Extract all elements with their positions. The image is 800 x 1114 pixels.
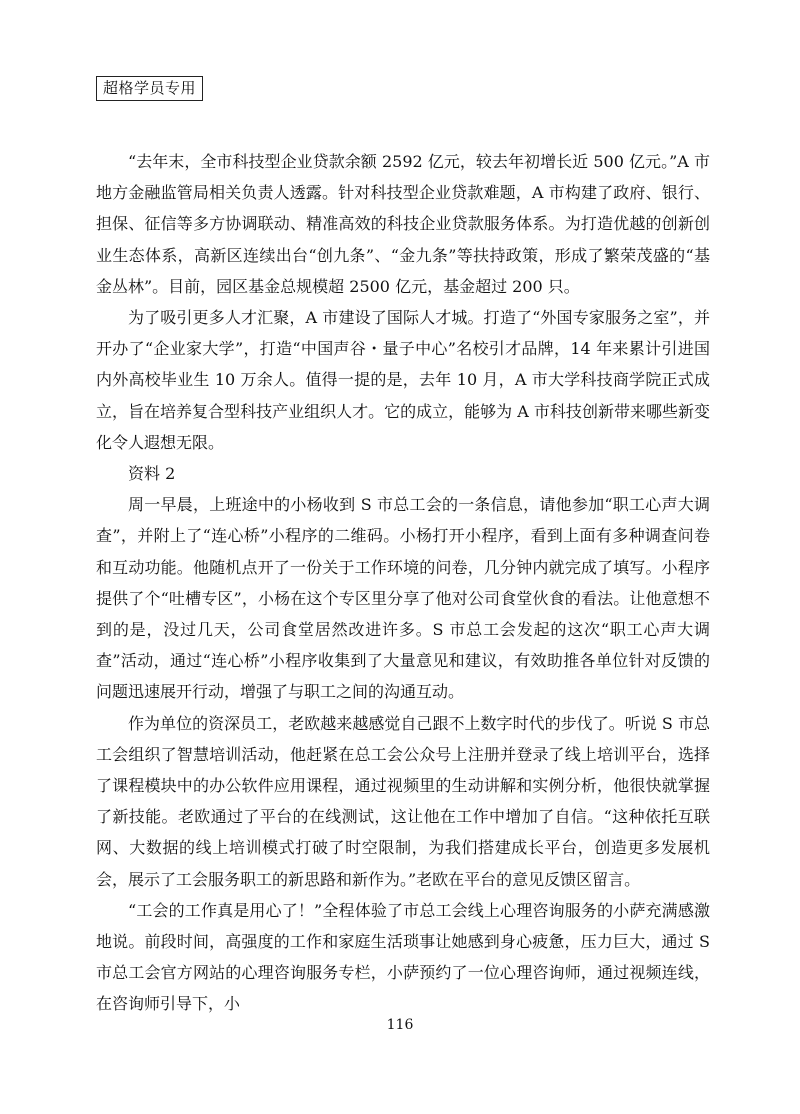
paragraph-2: 为了吸引更多人才汇聚，A 市建设了国际人才城。打造了“外国专家服务之室”，并开办了“企业家大学”，打造“中国声谷・量子中心”名校引才品牌，14 年来累计引进国内外高校毕业生 10 万余人。值得一提的是，去年 10 月，A 市大学科技商学院正式成立，旨在培养复合型科技产业组织人才。它的成立，能够为 A 市科技创新带来哪些新变化令人遐想无限。 [96,308,710,452]
section-title: 资料 2 [128,464,176,484]
paragraph-1: “去年末，全市科技型企业贷款余额 2592 亿元，较去年初增长近 500 亿元。”A 市地方金融监管局相关负责人透露。针对科技型企业贷款难题，A 市构建了政府、银行、担保、征信等多方协调联动、精准高效的科技企业贷款服务体系。为打造优越的创新创业生态体系，高新区连续出台“创九条”、“金九条”等扶持政策，形成了繁荣茂盛的“基金丛林”。目前，园区基金总规模超 2500 亿元，基金超过 200 只。 [96,152,710,296]
paragraph-5: “工会的工作真是用心了！”全程体验了市总工会线上心理咨询服务的小萨充满感激地说。前段时间，高强度的工作和家庭生活琐事让她感到身心疲惫，压力巨大，通过 S 市总工会官方网站的心理咨询服务专栏，小萨预约了一位心理咨询师，通过视频连线，在咨询师引导下，小 [96,900,710,1014]
header-label: 超格学员专用 [103,79,197,97]
page-number: 116 [386,1017,414,1033]
paragraph-3: 周一早晨，上班途中的小杨收到 S 市总工会的一条信息，请他参加“职工心声大调查”，并附上了“连心桥”小程序的二维码。小杨打开小程序，看到上面有多种调查问卷和互动功能。他随机点开了一份关于工作环境的问卷，几分钟内就完成了填写。小程序提供了个“吐槽专区”，小杨在这个专区里分享了他对公司食堂伙食的看法。让他意想不到的是，没过几天，公司食堂居然改进许多。S 市总工会发起的这次“职工心声大调查”活动，通过“连心桥”小程序收集到了大量意见和建议，有效助推各单位针对反馈的问题迅速展开行动，增强了与职工之间的沟通互动。 [96,495,710,702]
document-body [96,146,710,1020]
header-label-box [96,76,203,101]
paragraph-4: 作为单位的资深员工，老欧越来越感觉自己跟不上数字时代的步伐了。听说 S 市总工会组织了智慧培训活动，他赶紧在总工会公众号上注册并登录了线上培训平台，选择了课程模块中的办公软件应用课程，通过视频里的生动讲解和实例分析，他很快就掌握了新技能。老欧通过了平台的在线测试，这让他在工作中增加了自信。“这种依托互联网、大数据的线上培训模式打破了时空限制，为我们搭建成长平台，创造更多发展机会，展示了工会服务职工的新思路和新作为。”老欧在平台的意见反馈区留言。 [96,713,710,889]
